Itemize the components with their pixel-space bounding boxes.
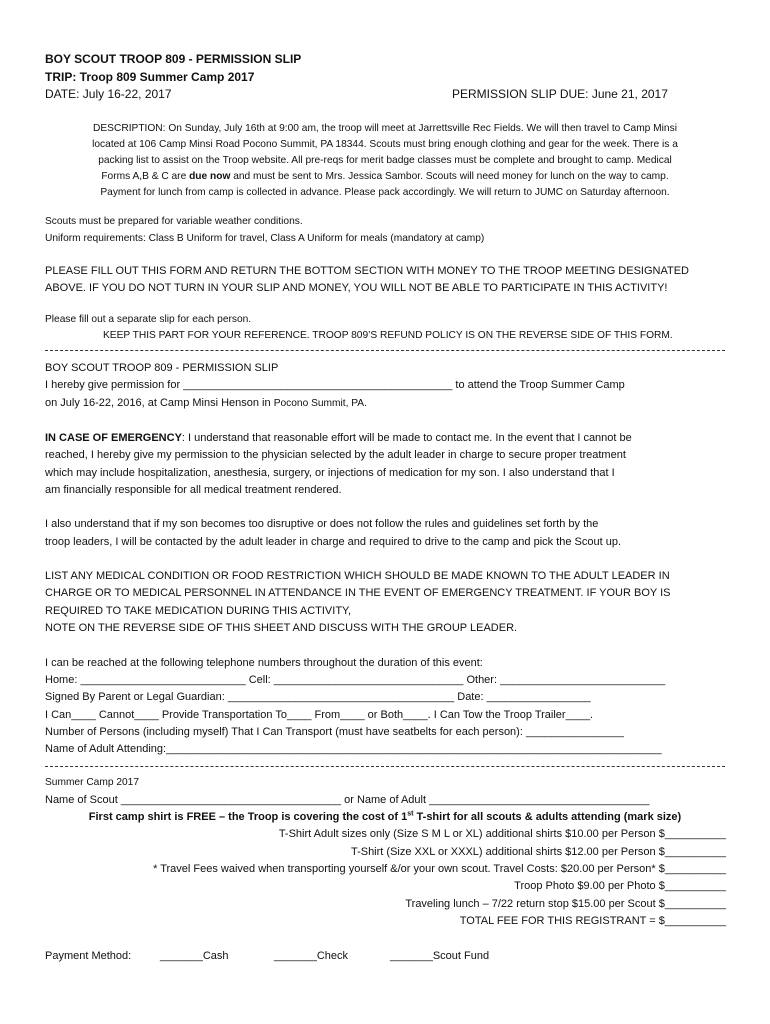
total-fee[interactable]: TOTAL FEE FOR THIS REGISTRANT = $__________ (459, 915, 726, 927)
medical-line: REQUIRED TO TAKE MEDICATION DURING THIS ACTIVITY, (45, 605, 352, 617)
free-shirt-note (45, 812, 725, 823)
emergency-line: reached, I hereby give my permission to the physician selected by the adult leader in charge to secure proper treatment (45, 449, 626, 461)
emergency-text: : I understand that reasonable effort will be made to contact me. In the event that I cannot be (181, 432, 632, 444)
description-text: and must be sent to Mrs. Jessica Sambor. Scouts will need money for lunch on the way to camp. (230, 171, 669, 182)
payment-scout-fund-option[interactable]: _______Scout Fund (390, 950, 490, 962)
lunch-fee[interactable]: Traveling lunch – 7/22 return stop $15.00 per Scout $__________ (405, 898, 726, 910)
description-line: located at 106 Camp Minsi Road Pocono Summit, PA 18344. Scouts must bring enough clothing and gear for the week. There is a (92, 139, 678, 150)
weather-note: Scouts must be prepared for variable weather conditions. (45, 216, 303, 227)
instructions-line: PLEASE FILL OUT THIS FORM AND RETURN THE BOTTOM SECTION WITH MONEY TO THE TROOP MEETING DESIGNATED (45, 265, 689, 277)
description-line: packing list to assist on the Troop website. All pre-reqs for merit badge classes must be complete and brought to camp. Medical (98, 155, 672, 166)
uniform-note: Uniform requirements: Class B Uniform for travel, Class A Uniform for meals (mandatory at camp) (45, 233, 485, 244)
phone-fields[interactable]: Home: ___________________________ Cell: _______________________________ Other: ___________________________ (45, 674, 666, 686)
persons-transport-field[interactable]: Number of Persons (including myself) That I Can Transport (must have seatbelts for each person): ________________ (45, 726, 624, 738)
travel-fee[interactable]: * Travel Fees waived when transporting yourself &/or your own scout. Travel Costs: $20.00 per Person* $__________ (153, 863, 726, 875)
free-shirt-text: T-shirt for all scouts & adults attending (mark size) (413, 811, 682, 823)
conduct-line: I also understand that if my son becomes too disruptive or does not follow the rules and guidelines set forth by the (45, 518, 599, 530)
description-text: Forms A,B & C are (101, 171, 190, 182)
trip-date: DATE: July 16-22, 2017 (45, 87, 172, 101)
emergency-label: IN CASE OF EMERGENCY (45, 432, 182, 444)
keep-part-note: KEEP THIS PART FOR YOUR REFERENCE. TROOP 809’S REFUND POLICY IS ON THE REVERSE SIDE OF THIS FORM. (103, 330, 673, 341)
separate-slip-note: Please fill out a separate slip for each person. (45, 314, 252, 325)
form-title: BOY SCOUT TROOP 809 - PERMISSION SLIP (45, 52, 302, 66)
adult-shirt-fee[interactable]: T-Shirt Adult sizes only (Size S M L or XL) additional shirts $10.00 per Person $__________ (278, 828, 726, 840)
instructions-line: ABOVE. IF YOU DO NOT TURN IN YOUR SLIP AND MONEY, YOU WILL NOT BE ABLE TO PARTICIPATE IN THIS ACTIVITY! (45, 282, 668, 294)
due-date: PERMISSION SLIP DUE: June 21, 2017 (452, 87, 668, 101)
medical-line: LIST ANY MEDICAL CONDITION OR FOOD RESTRICTION WHICH SHOULD BE MADE KNOWN TO THE ADULT LEADER IN (45, 570, 670, 582)
permission-line (45, 398, 367, 409)
due-now-emphasis: due now (189, 171, 231, 182)
names-field[interactable]: Name of Scout ____________________________________ or Name of Adult ____________________________________ (45, 794, 650, 806)
slip-title: BOY SCOUT TROOP 809 - PERMISSION SLIP (45, 362, 279, 374)
phones-intro: I can be reached at the following telephone numbers throughout the duration of this event: (45, 657, 483, 669)
cut-line (45, 350, 725, 351)
free-shirt-text: First camp shirt is FREE – the Troop is covering the cost of 1 (88, 811, 408, 823)
emergency-line (45, 433, 632, 444)
emergency-line: which may include hospitalization, anesthesia, surgery, or injections of medication for my son. I also understand that I (45, 467, 615, 479)
fees-heading: Summer Camp 2017 (45, 777, 139, 788)
transport-options[interactable]: I Can____ Cannot____ Provide Transportation To____ From____ or Both____. I Can Tow the Troop Trailer____. (45, 709, 594, 721)
permission-text: on July 16-22, 2016, at Camp Minsi Henson in (45, 397, 274, 409)
description-line: DESCRIPTION: On Sunday, July 16th at 9:00 am, the troop will meet at Jarrettsville Rec Fields. We will then travel to Camp Minsi (93, 123, 677, 134)
xl-shirt-fee[interactable]: T-Shirt (Size XXL or XXXL) additional shirts $12.00 per Person $__________ (350, 846, 726, 858)
location-text: Pocono Summit, PA. (273, 398, 367, 409)
description-line: Payment for lunch from camp is collected in advance. Please pack accordingly. We will return to JUMC on Saturday afternoon. (100, 187, 670, 198)
medical-line: CHARGE OR TO MEDICAL PERSONNEL IN ATTENDANCE IN THE EVENT OF EMERGENCY TREATMENT. IF YOUR BOY IS (45, 587, 671, 599)
ordinal-suffix: st (407, 810, 414, 818)
adult-attending-field[interactable]: Name of Adult Attending:_________________________________________________________________________________ (45, 743, 662, 755)
emergency-line: am financially responsible for all medical treatment rendered. (45, 484, 342, 496)
payment-check-option[interactable]: _______Check (274, 950, 349, 962)
permission-line: I hereby give permission for ____________________________________________ to attend the Troop Summer Camp (45, 379, 625, 391)
signature-field[interactable]: Signed By Parent or Legal Guardian: _____________________________________ Date: _________________ (45, 691, 591, 703)
trip-title: TRIP: Troop 809 Summer Camp 2017 (45, 70, 255, 84)
payment-cash-option[interactable]: _______Cash (160, 950, 229, 962)
conduct-line: troop leaders, I will be contacted by the adult leader in charge and required to drive to the camp and pick the Scout up. (45, 536, 622, 548)
photo-fee[interactable]: Troop Photo $9.00 per Photo $__________ (514, 880, 726, 892)
payment-method-label: Payment Method: (45, 950, 132, 962)
description-line (45, 172, 725, 182)
medical-line: NOTE ON THE REVERSE SIDE OF THIS SHEET AND DISCUSS WITH THE GROUP LEADER. (45, 622, 518, 634)
cut-line (45, 766, 725, 767)
